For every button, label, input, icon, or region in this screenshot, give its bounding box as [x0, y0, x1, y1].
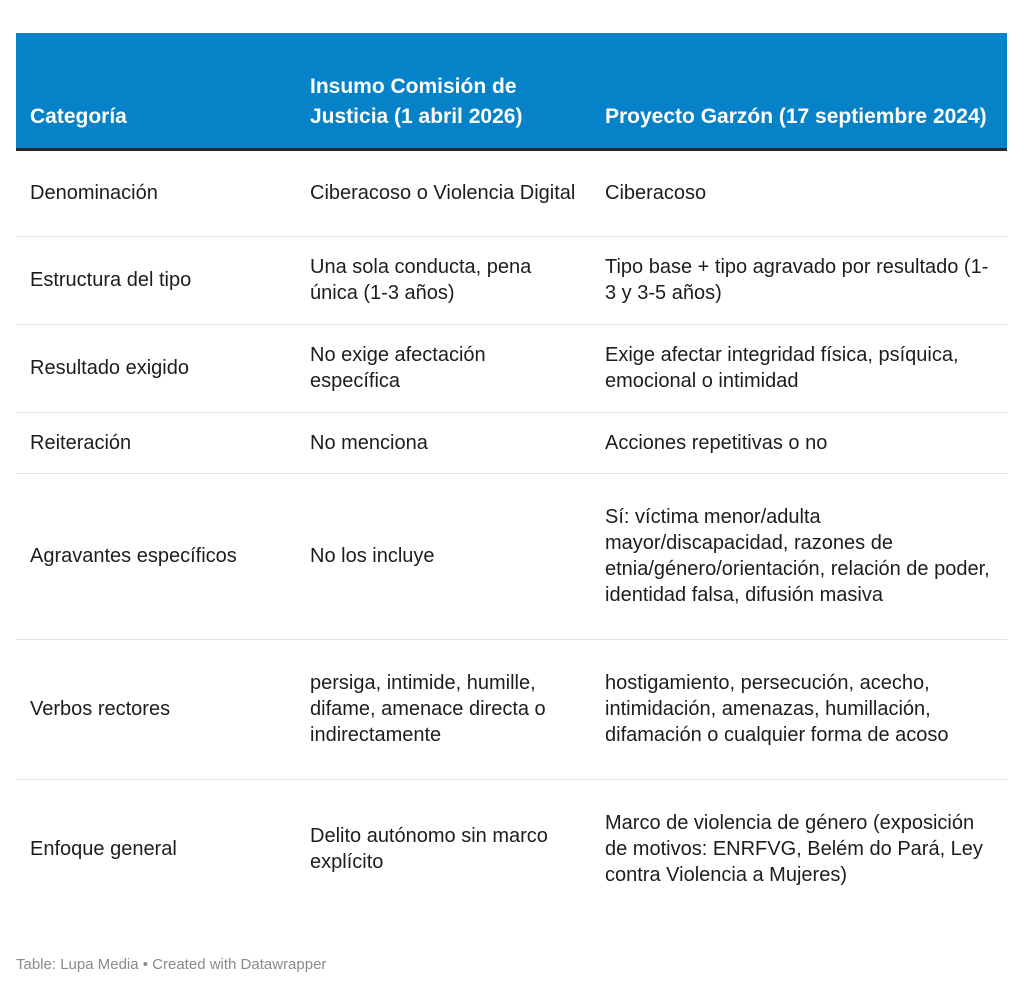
table-cell: Exige afectar integridad física, psíquica, emocional o intimidad [591, 324, 1007, 412]
table-cell: Reiteración [16, 412, 296, 473]
table-row [16, 324, 1007, 412]
comparison-table-container [16, 33, 1007, 919]
table-cell: Ciberacoso [591, 149, 1007, 236]
table-cell: No los incluye [296, 473, 591, 639]
table-cell: Estructura del tipo [16, 236, 296, 324]
header-row [16, 33, 1007, 149]
table-cell: Enfoque general [30, 838, 177, 861]
header-cell-insumo: Insumo Comisión de Justicia (1 abril 2026) [296, 33, 591, 149]
table-header [16, 33, 1007, 149]
header-cell-proyecto: Proyecto Garzón (17 septiembre 2024) [591, 33, 1007, 149]
table-row [16, 473, 1007, 639]
source-footer: Table: Lupa Media • Created with Datawrapper [16, 956, 327, 973]
table-cell: Ciberacoso o Violencia Digital [296, 149, 591, 236]
table-row [16, 779, 1007, 919]
table-cell: No exige afectación específica [296, 324, 591, 412]
table-cell: Marco de violencia de género (exposición de motivos: ENRFVG, Belém do Pará, Ley contra Violencia a Mujeres) [605, 812, 983, 887]
table-cell: hostigamiento, persecución, acecho, intimidación, amenazas, humillación, difamación o cualquier forma de acoso [591, 639, 1007, 779]
table-cell: Agravantes específicos [16, 473, 296, 639]
table-row [16, 412, 1007, 473]
table-cell: Sí: víctima menor/adulta mayor/discapacidad, razones de etnia/género/orientación, relación de poder, identidad falsa, difusión masiva [591, 473, 1007, 639]
table-cell: No menciona [296, 412, 591, 473]
table-cell: Resultado exigido [16, 324, 296, 412]
table-cell: Denominación [16, 149, 296, 236]
table-cell: persiga, intimide, humille, difame, amenace directa o indirectamente [296, 639, 591, 779]
table-row [16, 149, 1007, 236]
table-cell: Tipo base + tipo agravado por resultado (1-3 y 3-5 años) [591, 236, 1007, 324]
table-cell: Verbos rectores [16, 639, 296, 779]
table-cell: Acciones repetitivas o no [591, 412, 1007, 473]
table-cell: Una sola conducta, pena única (1-3 años) [296, 236, 591, 324]
table-cell: Delito autónomo sin marco explícito [310, 825, 548, 874]
table-body [16, 149, 1007, 919]
header-cell-categoria: Categoría [16, 33, 296, 149]
table-row [16, 236, 1007, 324]
comparison-table [16, 33, 1007, 919]
table-row [16, 639, 1007, 779]
